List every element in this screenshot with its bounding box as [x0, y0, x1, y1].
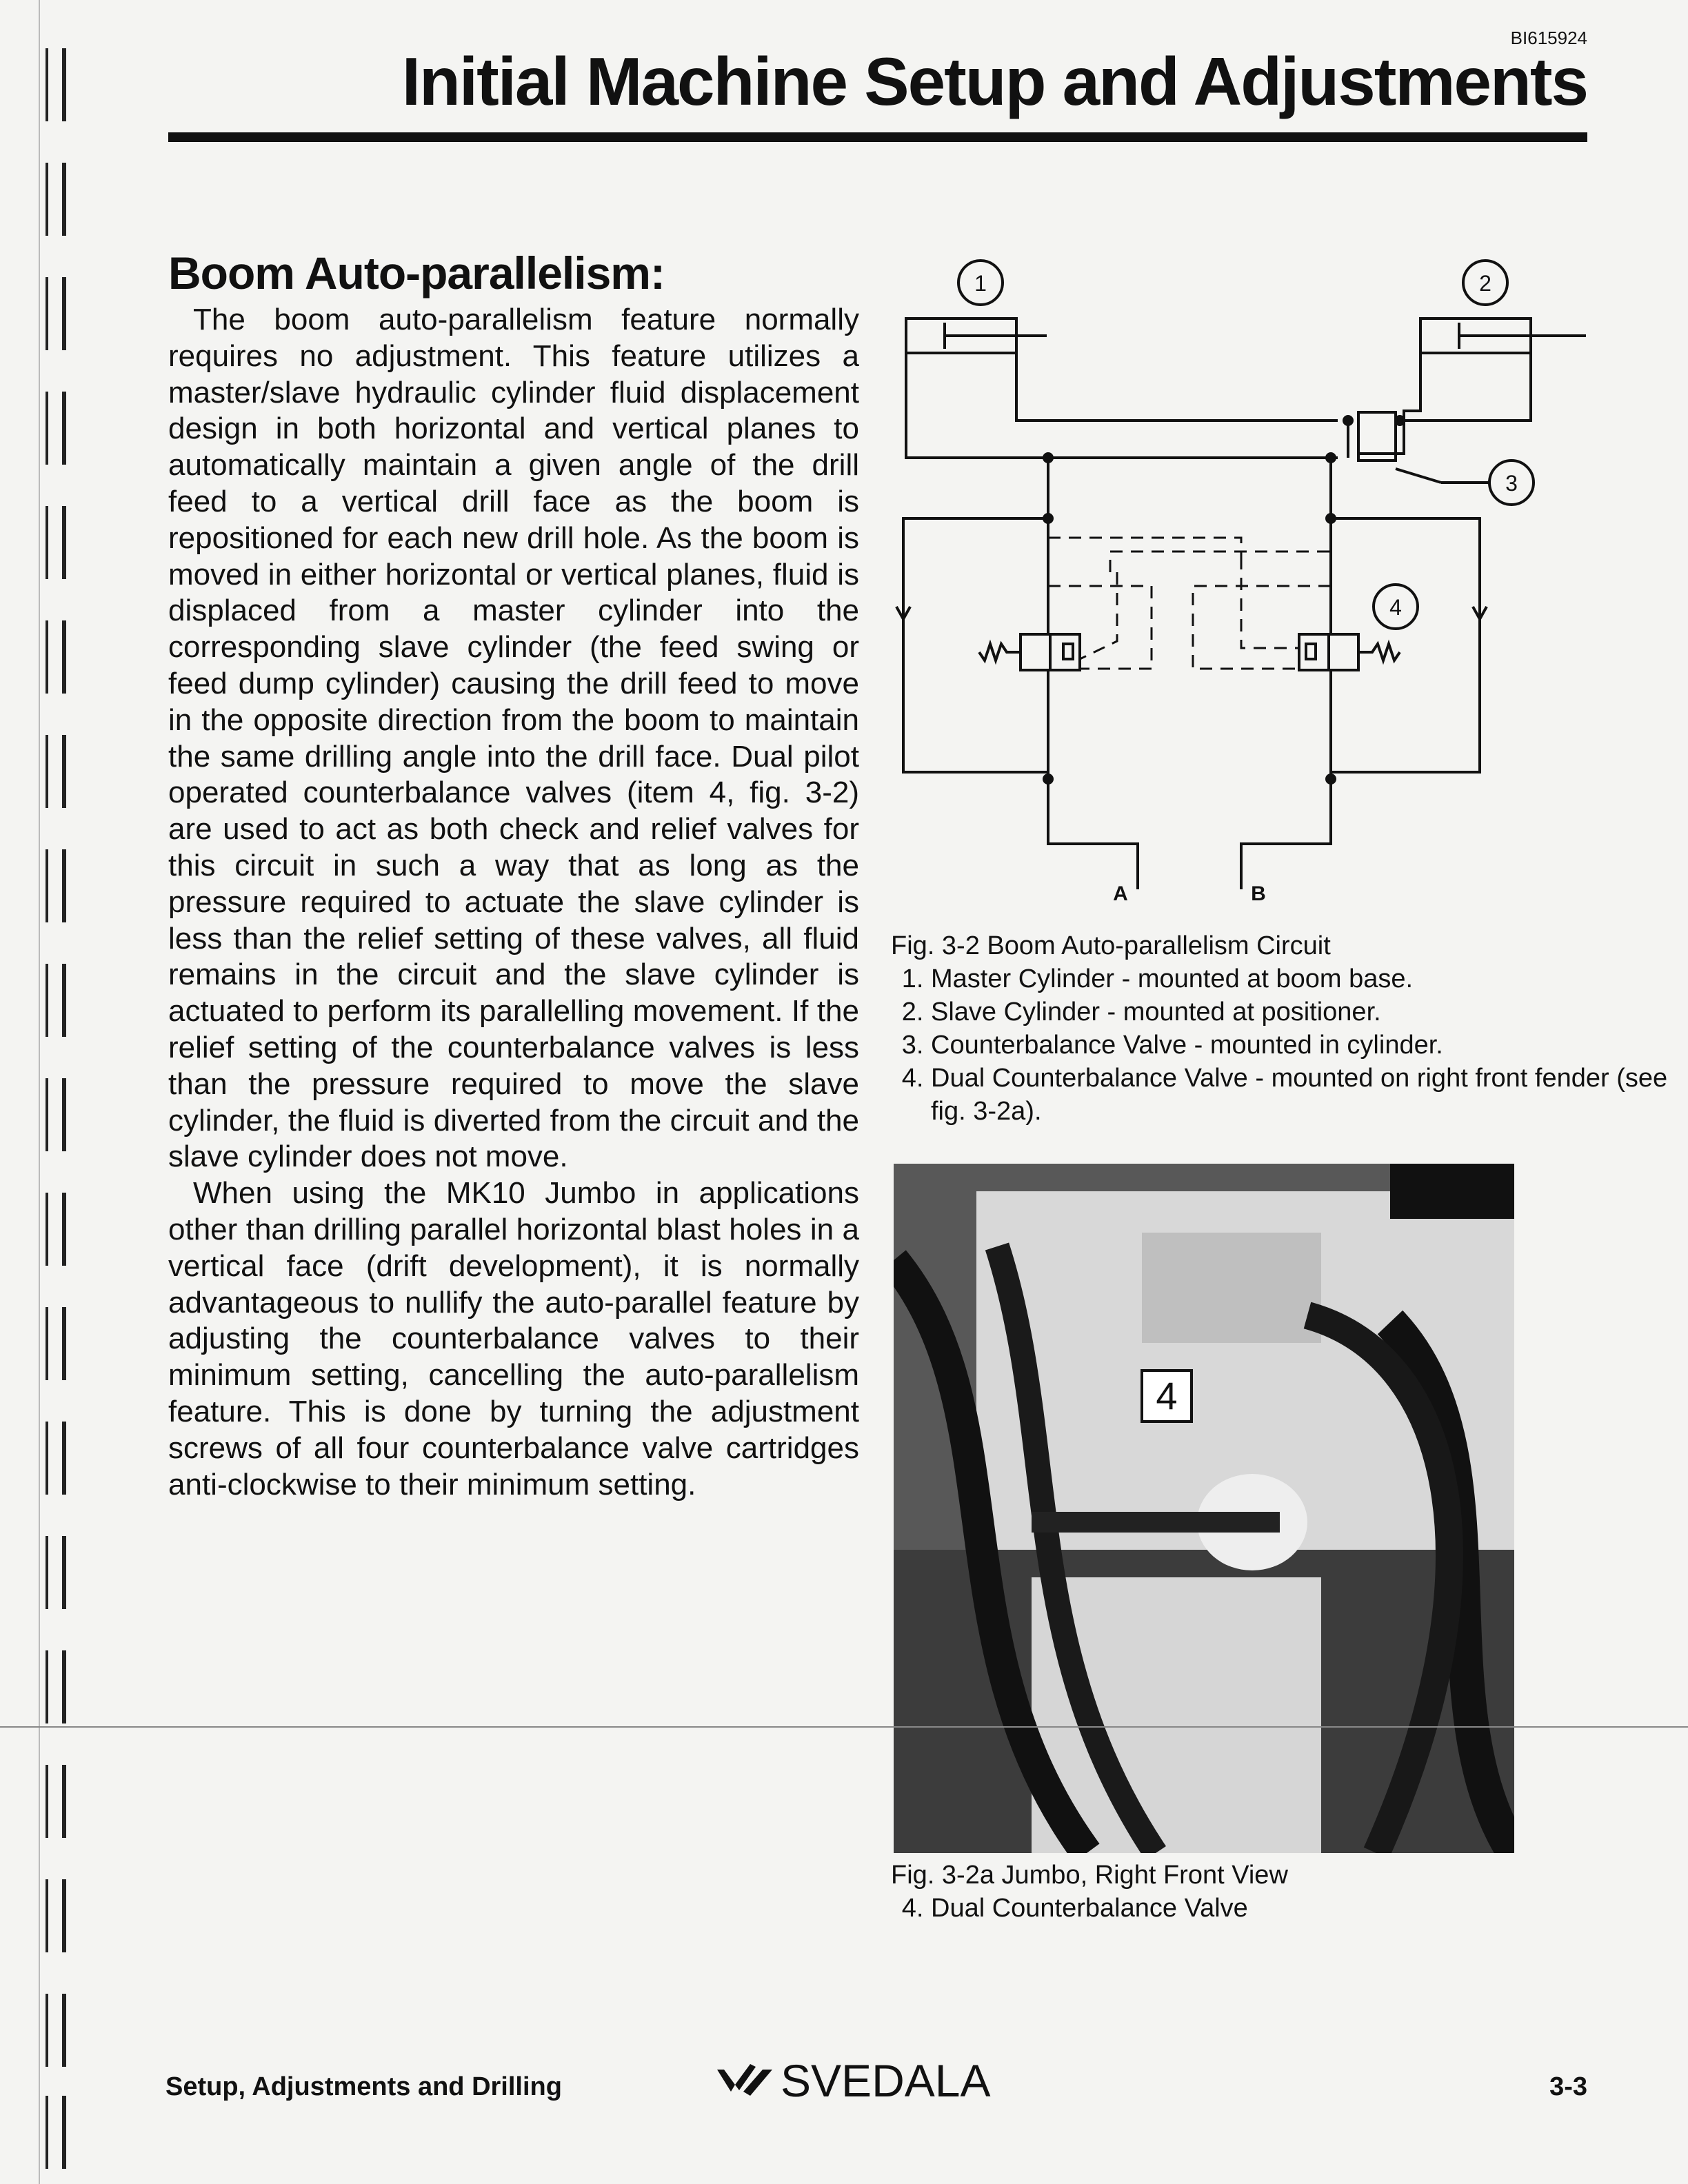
binder-hole [46, 277, 66, 350]
port-a-label: A [1113, 882, 1128, 905]
binder-hole [46, 620, 66, 694]
footer-section-name: Setup, Adjustments and Drilling [165, 2072, 562, 2101]
binder-hole [46, 1765, 66, 1838]
binder-hole [46, 48, 66, 121]
figure-title: Fig. 3-2a Jumbo, Right Front View [891, 1861, 1288, 1890]
paragraph: When using the MK10 Jumbo in applications other than drilling parallel horizontal blast holes in a vertical face (drift development), it is normally advantageous to nullify the auto-parallel feature by adjusting the counterbalance valves to their minimum setting, cancelling the auto-parallelism feature. This is done by turning the adjustment screws of all four counterbalance valve cartridges anti-clockwise to their minimum setting. [168, 1176, 859, 1502]
callout-1-label: 1 [974, 271, 987, 296]
binder-hole [46, 506, 66, 579]
figure-title: Fig. 3-2 Boom Auto-parallelism Circuit [891, 931, 1331, 960]
binder-hole [46, 1307, 66, 1380]
jumbo-right-front-photo [894, 1164, 1514, 1853]
legend-item: 1. Master Cylinder - mounted at boom base. [931, 962, 1688, 995]
binder-hole [46, 849, 66, 922]
binder-hole [46, 1078, 66, 1151]
callout-2-label: 2 [1479, 271, 1491, 296]
legend-item: 3. Counterbalance Valve - mounted in cylinder. [931, 1029, 1688, 1062]
hydraulic-circuit-diagram [883, 248, 1600, 910]
binder-hole [46, 1994, 66, 2067]
scan-line [0, 1726, 1688, 1728]
binder-hole [46, 1879, 66, 1952]
legend-item: 4. Dual Counterbalance Valve - mounted on right front fender (see fig. 3-2a). [931, 1062, 1688, 1128]
document-id: BI615924 [1510, 28, 1587, 48]
binder-hole [46, 163, 66, 236]
binder-hole [46, 1650, 66, 1723]
title-rule [168, 132, 1587, 142]
page-title: Initial Machine Setup and Adjustments [401, 43, 1587, 119]
binder-holes [36, 0, 77, 2184]
callout-4-label: 4 [1389, 595, 1402, 620]
photo-callout-4: 4 [1141, 1369, 1193, 1423]
binder-edge [39, 0, 40, 2184]
callout-3-label: 3 [1505, 471, 1518, 496]
binder-hole [46, 735, 66, 808]
section-heading: Boom Auto-parallelism: [168, 247, 665, 299]
legend-item: 2. Slave Cylinder - mounted at positioner. [931, 995, 1688, 1029]
figure-legend [891, 1892, 1288, 1925]
binder-hole [46, 1536, 66, 1609]
body-text [168, 302, 859, 1503]
paragraph: The boom auto-parallelism feature normally requires no adjustment. This feature utilizes a master/slave hydraulic cylinder fluid displacement design in both horizontal and vertical planes to automatically maintain a given angle of the drill feed to a vertical drill face as the boom is repositioned for each new drill hole. As the boom is moved in either horizontal or vertical planes, fluid is displaced from a master cylinder into the corresponding slave cylinder (the feed swing or feed dump cylinder) causing the drill feed to move in the opposite direction from the boom to maintain the same drilling angle into the drill face. Dual pilot operated counterbalance valves (item 4, fig. 3-2) are used to act as both check and relief valves for this circuit in such a way that as long as the pressure required to actuate the slave cylinder is less than the relief setting of these valves, all fluid remains in the circuit and the slave cylinder is actuated to perform its parallelling movement. If the relief setting of the counterbalance valves is less than the pressure required to move the slave cylinder, the fluid is diverted from the circuit and the slave cylinder does not move. [168, 303, 859, 1174]
figure-3-2a-caption [891, 1859, 1288, 1925]
binder-hole [46, 964, 66, 1037]
svedala-logo-icon [714, 2060, 775, 2101]
legend-item: 4. Dual Counterbalance Valve [931, 1892, 1288, 1925]
page-number: 3-3 [1549, 2072, 1587, 2101]
binder-hole [46, 1193, 66, 1266]
binder-hole [46, 1422, 66, 1495]
figure-3-2-caption [891, 929, 1688, 1128]
figure-legend [891, 962, 1688, 1128]
port-b-label: B [1251, 882, 1266, 905]
svedala-logo-text: SVEDALA [781, 2055, 991, 2106]
binder-hole [46, 392, 66, 465]
binder-hole [46, 2096, 66, 2169]
svedala-logo [714, 2054, 990, 2107]
